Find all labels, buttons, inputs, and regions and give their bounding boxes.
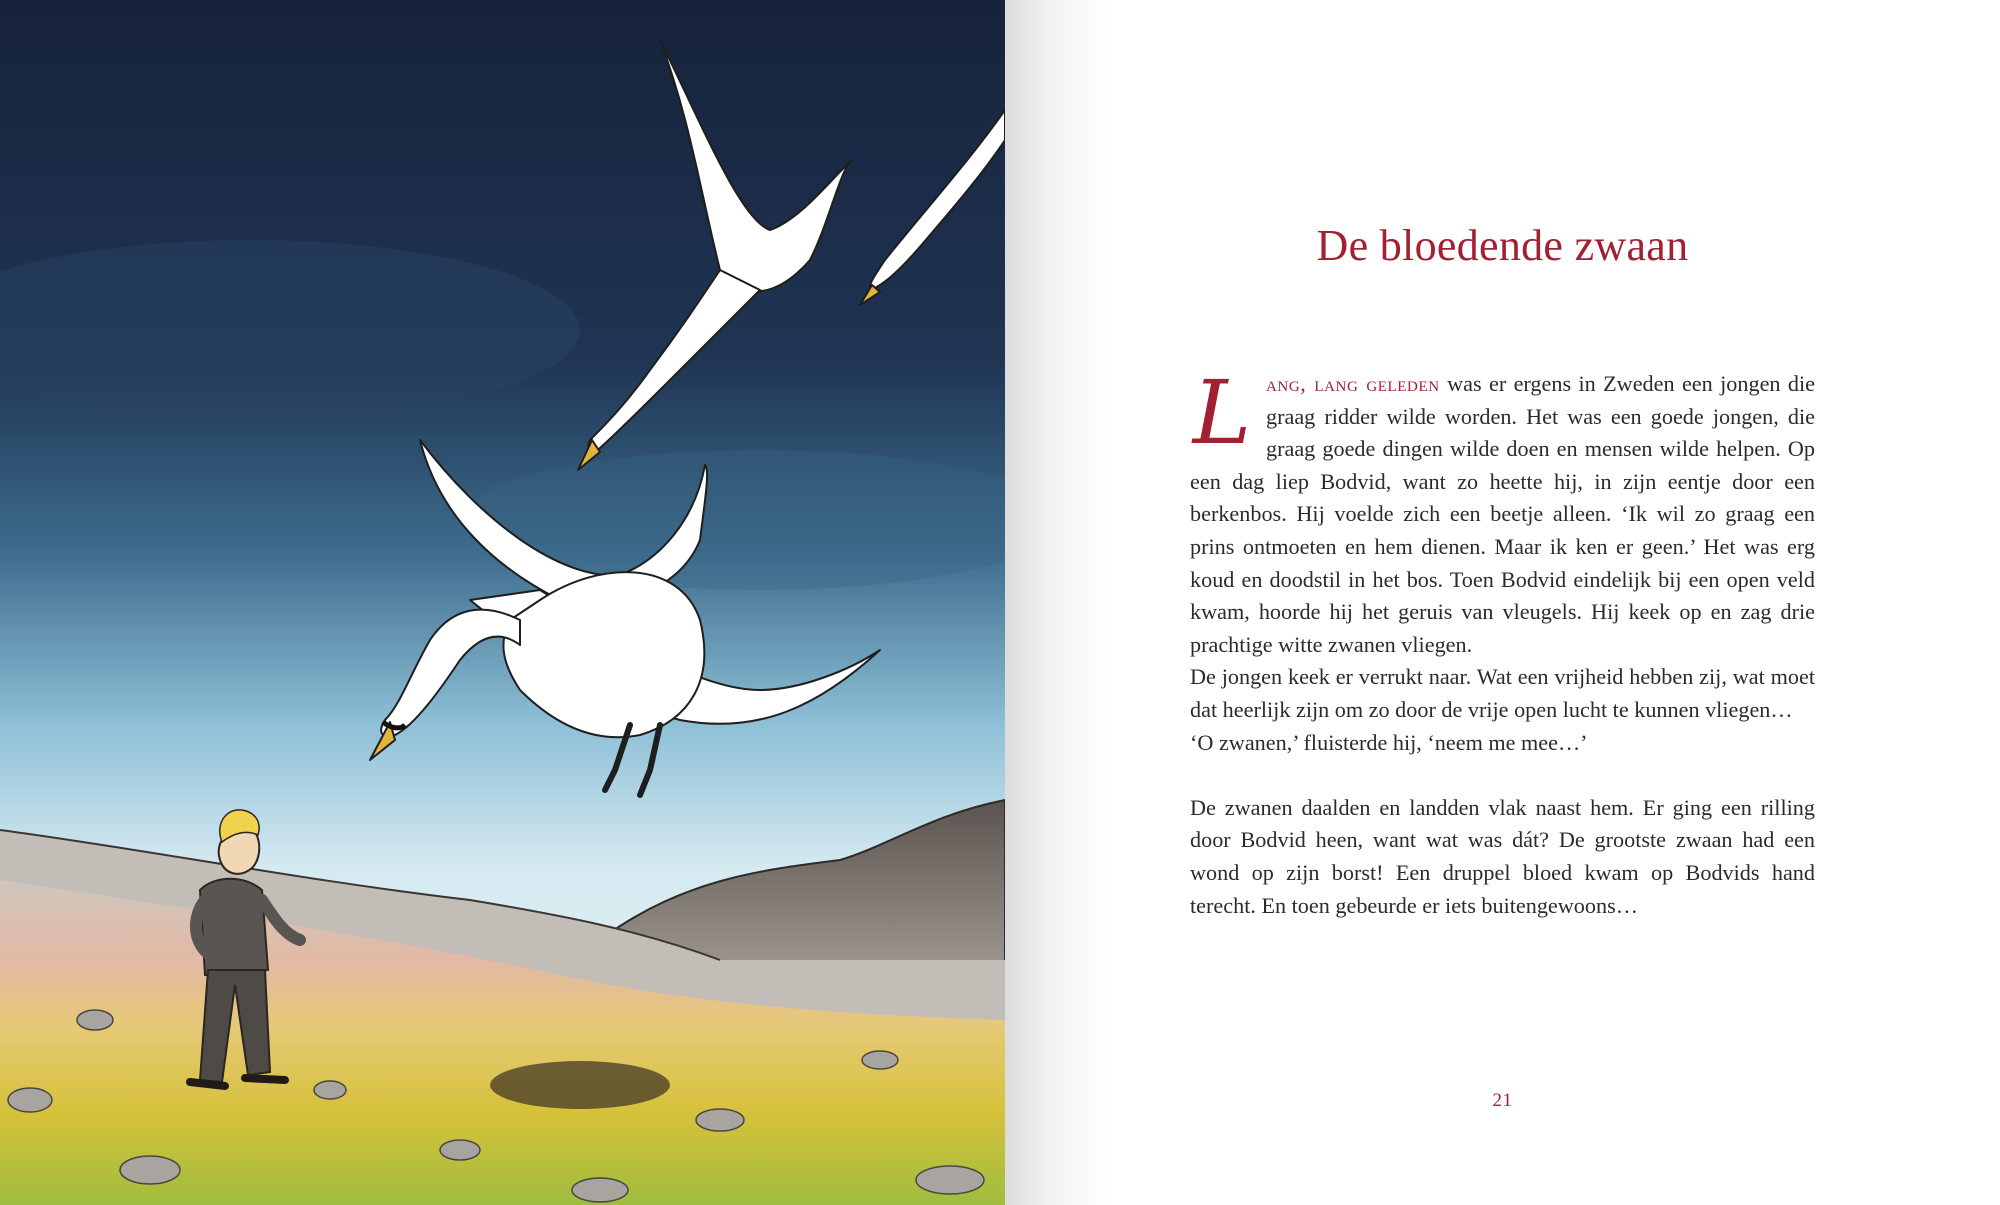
paragraph-1-text: was er ergens in Zweden een jongen die graag ridder wilde worden. Het was een goede jongen, die graag goede dingen wilde doen en mensen wilde helpen. Op een dag liep Bodvid, want zo heette hij, in zijn eentje door een berkenbos. Hij voelde zich een beetje alleen. ‘Ik wil zo graag een prins ontmoeten en hem dienen. Maar ik ken er geen.’ Het was erg koud en doodstil in het bos. Toen Bodvid eindelijk bij een open veld kwam, hoorde hij het geruis van vleugels. Hij keek op en zag drie prachtige witte zwanen vliegen. bbox=[1190, 371, 1816, 657]
paragraph-spacer bbox=[1190, 759, 1815, 792]
paragraph-1 bbox=[1190, 368, 1815, 661]
paragraph-3: ‘O zwanen,’ fluisterde hij, ‘neem me mee…’ bbox=[1190, 729, 1588, 755]
lead-in: ang, lang geleden bbox=[1266, 371, 1440, 396]
chapter-title: De bloedende zwaan bbox=[1316, 221, 1689, 270]
story-text bbox=[1190, 361, 1816, 922]
page-number: 21 bbox=[1492, 1090, 1513, 1111]
paragraph-4: De zwanen daalden en landden vlak naast hem. Er ging een rilling door Bodvid heen, want wat was dát? De grootste zwaan had een wond op zijn borst! Een druppel bloed kwam op Bodvids hand terecht. En toen gebeurde er iets buitengewoons… bbox=[1190, 794, 1815, 918]
drop-cap: L bbox=[1192, 361, 1252, 464]
text-page bbox=[1005, 0, 2000, 1205]
paragraph-2: De jongen keek er verrukt naar. Wat een vrijheid hebben zij, wat moet dat heerlijk zijn om zo door de vrije open lucht te kunnen vliegen… bbox=[1190, 664, 1815, 722]
